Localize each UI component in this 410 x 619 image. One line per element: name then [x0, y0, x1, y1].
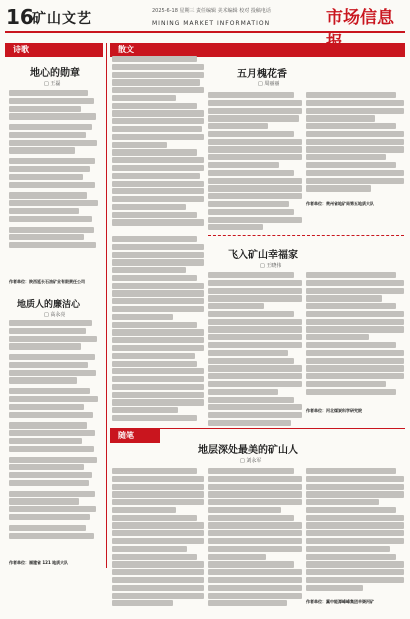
section-en: MINING MARKET INFORMATION	[152, 20, 271, 27]
poem1-author: □ 王磊	[44, 81, 61, 87]
essay-col1	[112, 468, 204, 614]
poem2-author: □ 高永亮	[44, 312, 66, 318]
article1-author-unit: 作者单位：贵州省地矿局第五地质大队	[306, 201, 374, 206]
article2-author: □ 王晓伟	[260, 263, 282, 269]
article2-col2	[208, 272, 302, 428]
column-divider-left	[106, 43, 107, 568]
article1-col2	[208, 92, 302, 232]
poem2-body	[9, 320, 101, 560]
essay-title: 地层深处最美的矿山人	[198, 445, 298, 456]
poem1-title: 地心的勋章	[30, 68, 80, 79]
essay-tag: 随笔	[110, 429, 160, 443]
article2-col3	[306, 272, 404, 400]
poem1-body	[9, 90, 101, 277]
masthead-logo: 市场信息	[326, 8, 394, 28]
essay-author-unit: 作者单位：冀中能源峰峰集团羊渠河矿	[306, 599, 374, 604]
poem1-author-unit: 作者单位：陕西延长石油矿业有限责任公司	[9, 279, 85, 284]
section-separator	[208, 235, 404, 236]
article2-title: 飞入矿山幸福家	[228, 250, 298, 261]
article2-col1	[112, 236, 204, 428]
article2-author-unit: 作者单位：河北煤炭科学研究院	[306, 408, 362, 413]
prose-tag: 散文	[110, 43, 405, 57]
edition-info: 2025-6-18 星期三 责任编辑 美术编辑 校对 投稿电话	[152, 8, 271, 14]
section-title: 矿山文艺	[32, 11, 92, 27]
poem2-author-unit: 作者单位：福建省 121 地质大队	[9, 560, 69, 565]
essay-col3	[306, 468, 404, 596]
header-rule	[5, 31, 405, 33]
article1-title: 五月槐花香	[237, 69, 287, 80]
article1-col3	[306, 92, 404, 200]
page-number: 16	[6, 5, 34, 29]
essay-col2	[208, 468, 302, 614]
essay-author: □ 刘永军	[240, 458, 262, 464]
page-header	[0, 0, 410, 30]
poem2-title: 地质人的廉洁心	[17, 300, 81, 310]
poetry-tag: 诗歌	[5, 43, 103, 57]
article1-col1	[112, 56, 204, 232]
article1-author: □ 周丽丽	[258, 81, 280, 87]
